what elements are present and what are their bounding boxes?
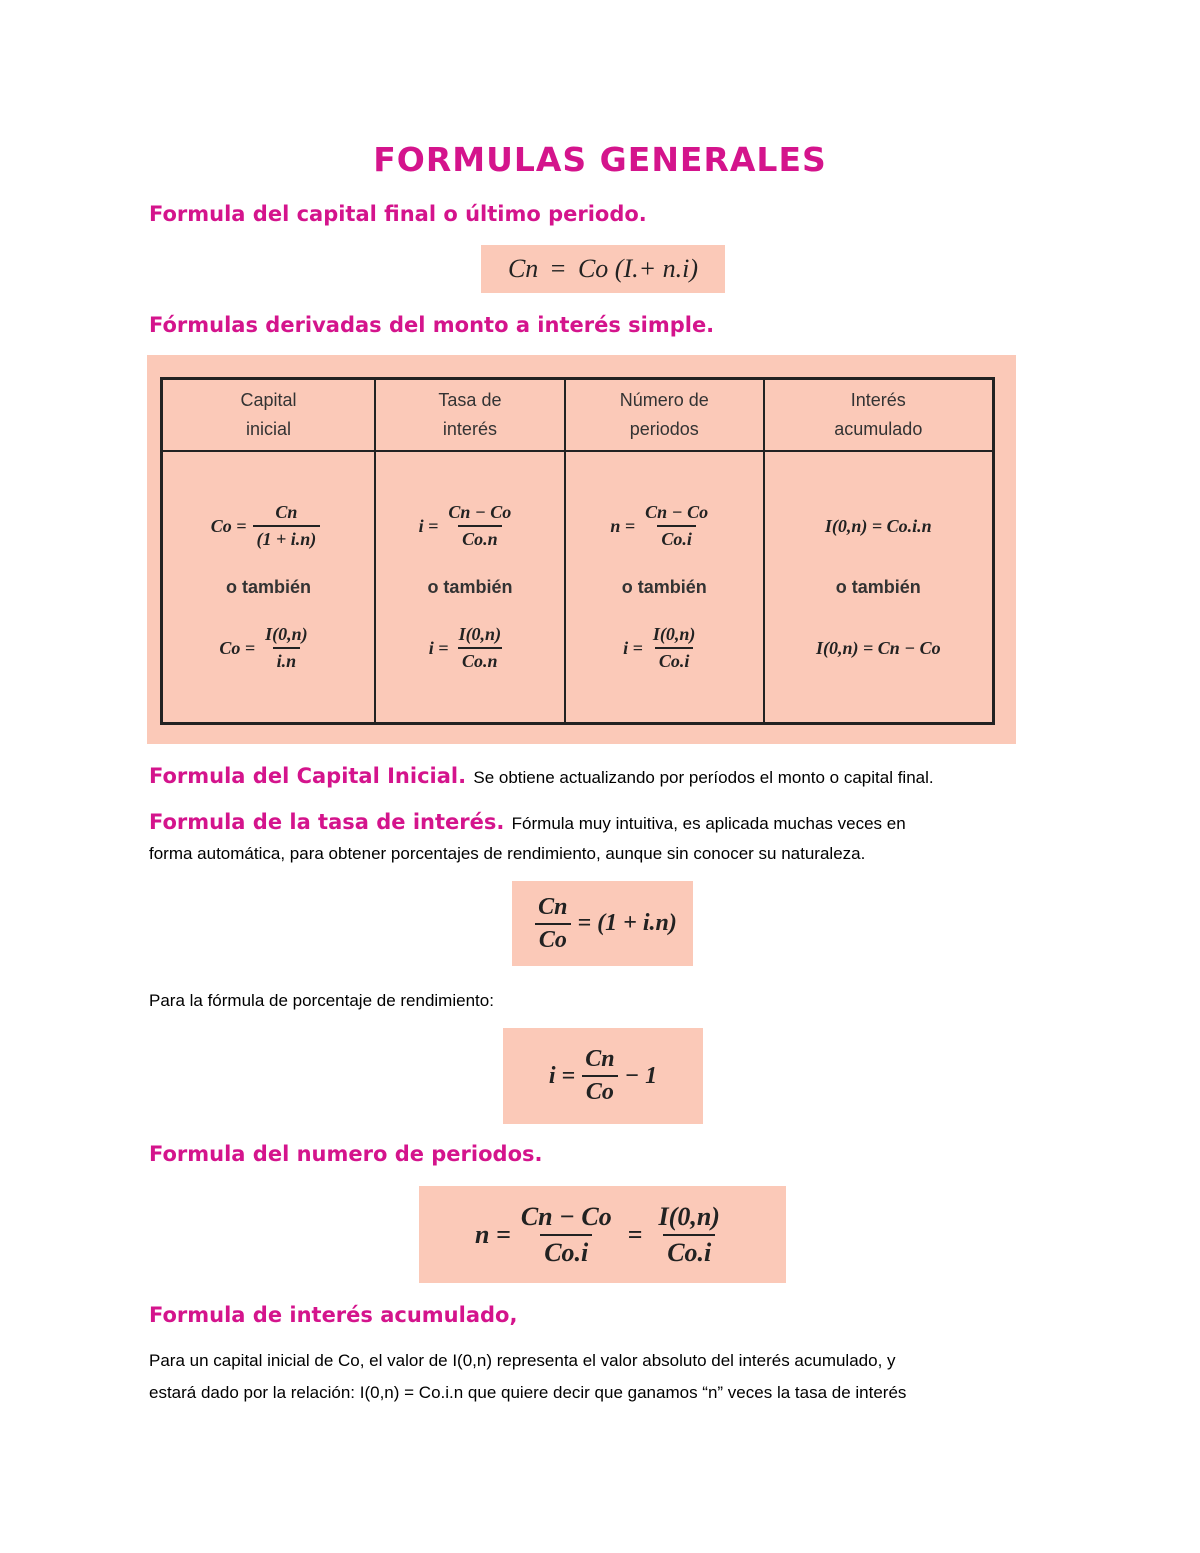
formula-interes-2: I(0,n) = Cn − Co (815, 637, 941, 658)
derived-formulas-figure (147, 355, 1016, 744)
page-title: FORMULAS GENERALES (373, 140, 827, 179)
heading-periodos: Formula del numero de periodos. (149, 1142, 543, 1166)
porcentaje-text: Para la fórmula de porcentaje de rendimiento: (149, 991, 494, 1010)
also-label: o también (427, 576, 513, 597)
formula-main-lhs: Cn (507, 254, 539, 283)
formula-ratio: $\frac{Cn}{Co}$ = (1 + i.n) (512, 881, 693, 966)
formula-main-rhs: Co (I.+ n.i) (577, 254, 699, 283)
table-cell-interes (764, 451, 994, 724)
also-label: o también (835, 576, 921, 597)
heading-acumulado: Formula de interés acumulado, (149, 1303, 518, 1327)
formula-i-1: i = $\frac{Cn - Co}{Co.n}$ (418, 502, 512, 549)
table-header-interes: Interés acumulado (764, 379, 994, 452)
formula-porcentaje: i = $\frac{Cn}{Co}$ − 1 (503, 1028, 703, 1124)
heading-capital-final: Formula del capital final o último periodo. (149, 202, 647, 226)
acumulado-text: Para un capital inicial de Co, el valor de I(0,n) representa el valor absoluto del interés acumulado, y estará dado por la relación: I(0,n) = Co.i.n que quiere decir que ganamos “n” veces la tasa de interés (149, 1351, 907, 1402)
heading-capital-inicial: Formula del Capital Inicial. Se obtiene actualizando por períodos el monto o capital final. (149, 764, 934, 788)
formula-interes-1: I(0,n) = Co.i.n (824, 515, 932, 536)
formula-n-2: i = $\frac{I(0,n)}{Co.i}$ (623, 624, 696, 671)
table-cell-tasa (375, 451, 565, 724)
formula-capital-final (481, 245, 725, 293)
also-label: o también (621, 576, 707, 597)
tasa-text-line1: Fórmula muy intuitiva, es aplicada muchas veces en (511, 814, 906, 833)
formula-main-eq: = (550, 254, 566, 283)
table-header-periodos: Número de periodos (565, 379, 764, 452)
table-header-capital: Capital inicial (162, 379, 376, 452)
table-cell-capital (162, 451, 376, 724)
table-header-row (162, 379, 994, 452)
capital-inicial-text: Se obtiene actualizando por períodos el monto o capital final. (473, 768, 934, 787)
also-label: o también (226, 576, 312, 597)
heading-tasa: Formula de la tasa de interés. Fórmula muy intuitiva, es aplicada muchas veces en (149, 810, 906, 834)
derived-formulas-table (160, 377, 995, 725)
formula-i-2: i = $\frac{I(0,n)}{Co.n}$ (428, 624, 502, 671)
heading-derivadas: Fórmulas derivadas del monto a interés simple. (149, 313, 715, 337)
formula-numero-periodos: n = $\frac{Cn - Co}{Co.i}$ = $\frac{I(0,n)}{Co.i}$ (419, 1186, 786, 1283)
table-row (162, 451, 994, 724)
formula-co-2: Co = $\frac{I(0,n)}{i.n}$ (219, 624, 308, 671)
tasa-text-line2: forma automática, para obtener porcentajes de rendimiento, aunque sin conocer su naturaleza. (149, 844, 866, 863)
formula-co-1: Co = $\frac{Cn}{(1 + i.n)}$ (164, 485, 373, 567)
table-header-tasa: Tasa de interés (375, 379, 565, 452)
table-cell-periodos (565, 451, 764, 724)
formula-n-1: n = $\frac{Cn - Co}{Co.i}$ (610, 502, 709, 549)
